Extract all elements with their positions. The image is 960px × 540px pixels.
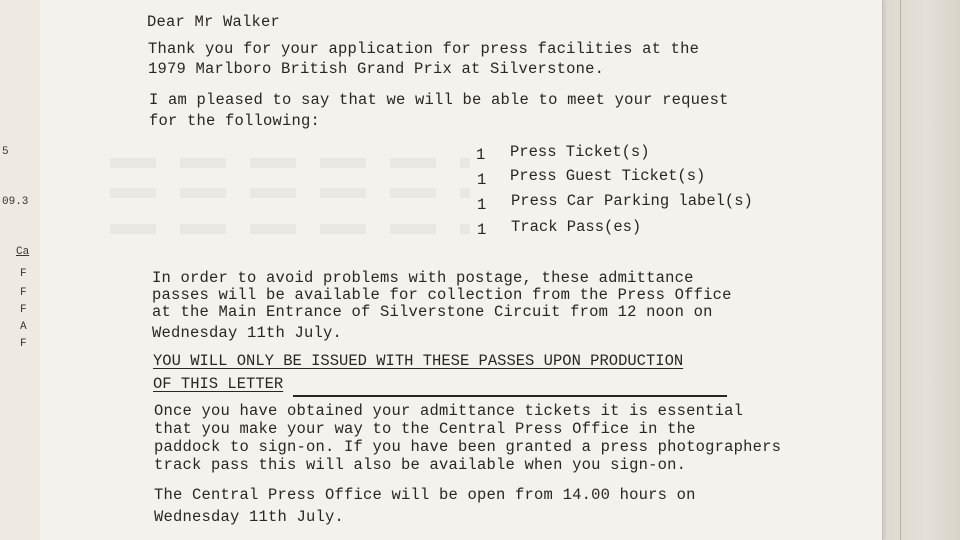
- notice-underline: [293, 395, 727, 397]
- paragraph-line: Once you have obtained your admittance tickets it is essential: [154, 402, 744, 420]
- underlying-fragment: F: [20, 268, 27, 280]
- item-label: Track Pass(es): [511, 218, 642, 236]
- paragraph-line: 1979 Marlboro British Grand Prix at Silverstone.: [148, 60, 605, 78]
- paragraph-line: that you make your way to the Central Press Office in the: [154, 420, 696, 438]
- underlying-fragment: F: [20, 287, 27, 299]
- paragraph-line: for the following:: [149, 112, 321, 130]
- underlying-fragment: F: [20, 338, 27, 350]
- letter-sheet: [40, 0, 883, 540]
- underlying-fragment: 09.3: [2, 196, 29, 208]
- paragraph-line: paddock to sign-on. If you have been granted a press photographers: [154, 438, 782, 456]
- paragraph-line: passes will be available for collection from the Press Office: [152, 286, 732, 304]
- underlying-fragment: A: [20, 321, 27, 333]
- salutation: Dear Mr Walker: [147, 13, 281, 31]
- underlying-fragment: F: [20, 304, 27, 316]
- item-quantity: 1: [476, 146, 486, 164]
- item-label: Press Guest Ticket(s): [510, 167, 706, 185]
- paragraph-line: In order to avoid problems with postage, these admittance: [152, 269, 694, 287]
- underlying-sheet: [0, 0, 41, 540]
- underlying-fragment: 5: [2, 146, 9, 158]
- paragraph-line: Wednesday 11th July.: [154, 508, 345, 526]
- show-through-text: [110, 188, 470, 198]
- item-label: Press Ticket(s): [510, 143, 650, 161]
- paragraph-line: track pass this will also be available when you sign-on.: [154, 456, 687, 474]
- paragraph-line: I am pleased to say that we will be able to meet your request: [149, 91, 729, 109]
- show-through-text: [110, 224, 470, 234]
- underlying-fragment: Ca: [16, 246, 30, 258]
- paragraph-line: The Central Press Office will be open from 14.00 hours on: [154, 486, 696, 504]
- notice-line: OF THIS LETTER: [153, 375, 284, 393]
- paper-stack-edge: [882, 0, 960, 540]
- paragraph-line: Thank you for your application for press facilities at the: [148, 40, 700, 58]
- item-quantity: 1: [477, 196, 487, 214]
- show-through-text: [110, 158, 470, 168]
- paragraph-line: at the Main Entrance of Silverstone Circuit from 12 noon on: [152, 303, 713, 321]
- item-label: Press Car Parking label(s): [511, 192, 753, 210]
- item-quantity: 1: [477, 221, 487, 239]
- notice-line: YOU WILL ONLY BE ISSUED WITH THESE PASSES UPON PRODUCTION: [153, 352, 684, 370]
- item-quantity: 1: [477, 171, 487, 189]
- paragraph-line: Wednesday 11th July.: [152, 324, 343, 342]
